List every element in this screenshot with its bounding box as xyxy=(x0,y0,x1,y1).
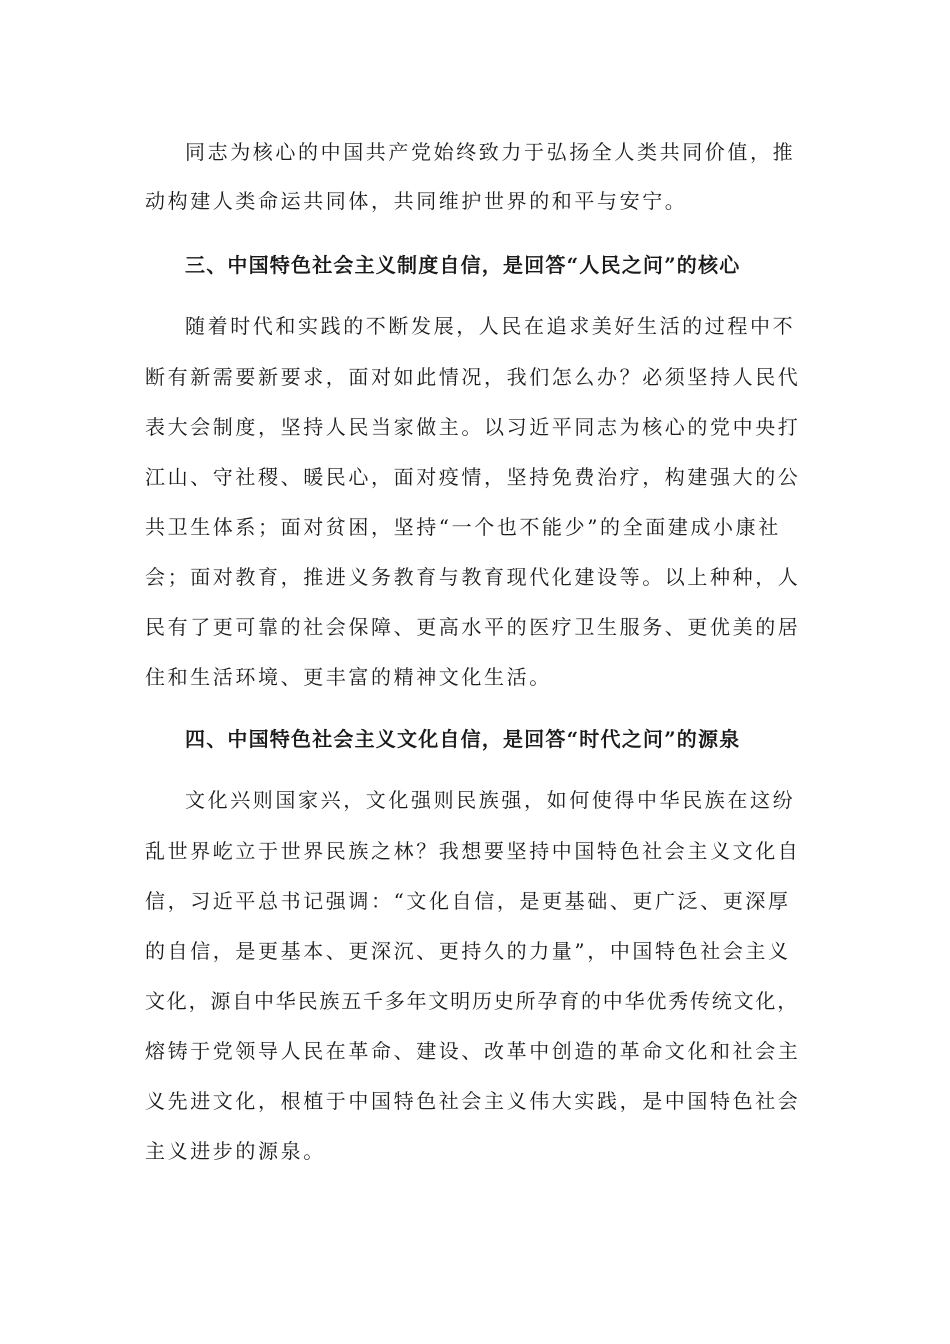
paragraph-2-line-6: 会；面对教育，推进义务教育与教育现代化建设等。以上种种，人 xyxy=(145,565,801,589)
paragraph-1-line-1: 同志为核心的中国共产党始终致力于弘扬全人类共同价值，推 xyxy=(185,140,796,164)
paragraph-2-line-1: 随着时代和实践的不断发展，人民在追求美好生活的过程中不 xyxy=(185,314,796,338)
paragraph-2-line-5: 共卫生体系；面对贫困，坚持“一个也不能少”的全面建成小康社 xyxy=(145,515,781,539)
paragraph-2-line-8: 住和生活环境、更丰富的精神文化生活。 xyxy=(145,665,552,689)
paragraph-3-line-6: 熔铸于党领导人民在革命、建设、改革中创造的革命文化和社会主 xyxy=(145,1039,801,1063)
paragraph-1-line-2: 动构建人类命运共同体，共同维护世界的和平与安宁。 xyxy=(145,189,688,213)
paragraph-2-line-4: 江山、守社稷、暖民心，面对疫情，坚持免费治疗，构建强大的公 xyxy=(145,465,801,489)
paragraph-3-line-3: 信，习近平总书记强调：“文化自信，是更基础、更广泛、更深厚 xyxy=(145,889,791,913)
paragraph-2-line-3: 表大会制度，坚持人民当家做主。以习近平同志为核心的党中央打 xyxy=(145,415,801,439)
paragraph-3-line-8: 主义进步的源泉。 xyxy=(145,1139,326,1163)
paragraph-3-line-5: 文化，源自中华民族五千多年文明历史所孕育的中华优秀传统文化， xyxy=(145,989,799,1013)
paragraph-2-line-7: 民有了更可靠的社会保障、更高水平的医疗卫生服务、更优美的居 xyxy=(145,615,801,639)
section-heading-4: 四、中国特色社会主义文化自信，是回答“时代之问”的源泉 xyxy=(185,727,741,751)
paragraph-2-line-2: 断有新需要新要求，面对如此情况，我们怎么办？必须坚持人民代 xyxy=(145,365,801,389)
section-heading-3: 三、中国特色社会主义制度自信，是回答“人民之问”的核心 xyxy=(185,253,741,277)
paragraph-3-line-1: 文化兴则国家兴，文化强则民族强，如何使得中华民族在这纷 xyxy=(185,788,796,812)
paragraph-3-line-4: 的自信，是更基本、更深沉、更持久的力量”，中国特色社会主义 xyxy=(145,939,791,963)
paragraph-3-line-2: 乱世界屹立于世界民族之林？我想要坚持中国特色社会主义文化自 xyxy=(145,839,801,863)
paragraph-3-line-7: 义先进文化，根植于中国特色社会主义伟大实践，是中国特色社会 xyxy=(145,1089,801,1113)
